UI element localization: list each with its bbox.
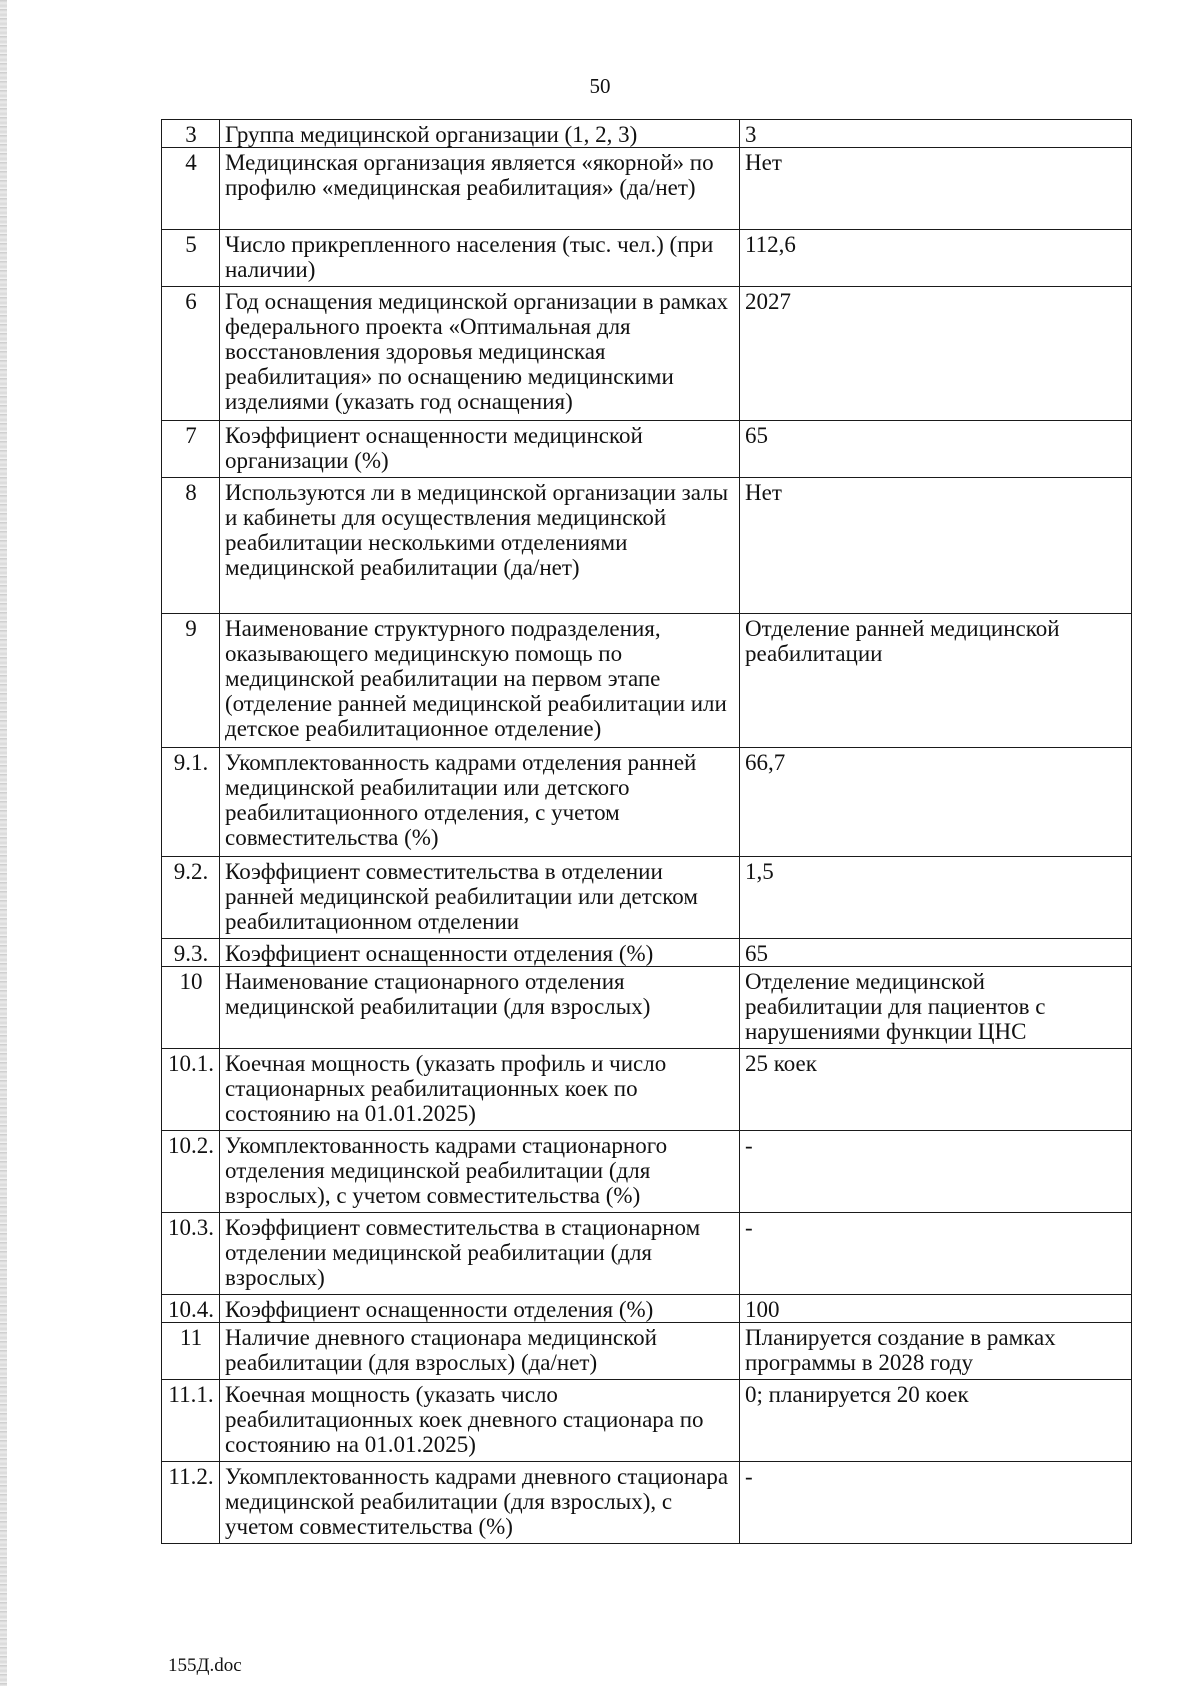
row-number: 9.3. bbox=[162, 939, 220, 967]
row-description: Используются ли в медицинской организации залы и кабинеты для осуществления медицинской реабилитации несколькими отделениями медицинской реабилитации (да/нет) bbox=[220, 478, 740, 614]
row-value: Нет bbox=[740, 478, 1132, 614]
row-number: 10.4. bbox=[162, 1295, 220, 1323]
row-number: 11.1. bbox=[162, 1380, 220, 1462]
row-description: Коэффициент оснащенности отделения (%) bbox=[220, 1295, 740, 1323]
row-number: 3 bbox=[162, 120, 220, 148]
row-value: Отделение ранней медицинской реабилитации bbox=[740, 614, 1132, 748]
row-value: 2027 bbox=[740, 287, 1132, 421]
row-value: 65 bbox=[740, 939, 1132, 967]
row-value: - bbox=[740, 1462, 1132, 1544]
row-description: Число прикрепленного населения (тыс. чел.) (при наличии) bbox=[220, 230, 740, 287]
table-row bbox=[162, 939, 1132, 967]
row-description: Наименование стационарного отделения медицинской реабилитации (для взрослых) bbox=[220, 967, 740, 1049]
table-row bbox=[162, 230, 1132, 287]
row-number: 8 bbox=[162, 478, 220, 614]
footer-filename: 155Д.doc bbox=[168, 1655, 242, 1676]
row-number: 10 bbox=[162, 967, 220, 1049]
row-description: Наименование структурного подразделения, оказывающего медицинскую помощь по медицинской реабилитации на первом этапе (отделение ранней медицинской реабилитации или детское реабилитационное отделение) bbox=[220, 614, 740, 748]
row-value: 0; планируется 20 коек bbox=[740, 1380, 1132, 1462]
row-value: 112,6 bbox=[740, 230, 1132, 287]
row-description: Коэффициент оснащенности медицинской организации (%) bbox=[220, 421, 740, 478]
row-description: Укомплектованность кадрами стационарного отделения медицинской реабилитации (для взрослых), с учетом совместительства (%) bbox=[220, 1131, 740, 1213]
row-description: Коечная мощность (указать профиль и число стационарных реабилитационных коек по состоянию на 01.01.2025) bbox=[220, 1049, 740, 1131]
row-value: Нет bbox=[740, 148, 1132, 230]
row-number: 4 bbox=[162, 148, 220, 230]
table-row bbox=[162, 287, 1132, 421]
row-number: 10.1. bbox=[162, 1049, 220, 1131]
table-row bbox=[162, 148, 1132, 230]
table-row bbox=[162, 1213, 1132, 1295]
table-row bbox=[162, 421, 1132, 478]
row-value: 25 коек bbox=[740, 1049, 1132, 1131]
table-row bbox=[162, 967, 1132, 1049]
scan-edge bbox=[0, 0, 7, 1686]
row-value: 65 bbox=[740, 421, 1132, 478]
row-number: 11 bbox=[162, 1323, 220, 1380]
row-value: Отделение медицинской реабилитации для пациентов с нарушениями функции ЦНС bbox=[740, 967, 1132, 1049]
row-number: 9 bbox=[162, 614, 220, 748]
row-number: 6 bbox=[162, 287, 220, 421]
table-row bbox=[162, 1131, 1132, 1213]
rehab-table bbox=[161, 119, 1132, 1544]
row-number: 9.1. bbox=[162, 748, 220, 857]
table-row bbox=[162, 614, 1132, 748]
table-row bbox=[162, 1323, 1132, 1380]
row-number: 11.2. bbox=[162, 1462, 220, 1544]
row-number: 9.2. bbox=[162, 857, 220, 939]
row-number: 7 bbox=[162, 421, 220, 478]
row-description: Группа медицинской организации (1, 2, 3) bbox=[220, 120, 740, 148]
row-value: Планируется создание в рамках программы в 2028 году bbox=[740, 1323, 1132, 1380]
row-number: 10.2. bbox=[162, 1131, 220, 1213]
table-row bbox=[162, 478, 1132, 614]
table-row bbox=[162, 748, 1132, 857]
row-number: 5 bbox=[162, 230, 220, 287]
table-row bbox=[162, 1295, 1132, 1323]
table-row bbox=[162, 1049, 1132, 1131]
row-description: Медицинская организация является «якорной» по профилю «медицинская реабилитация» (да/нет) bbox=[220, 148, 740, 230]
table-row bbox=[162, 1462, 1132, 1544]
table-row bbox=[162, 857, 1132, 939]
row-value: 100 bbox=[740, 1295, 1132, 1323]
row-value: 1,5 bbox=[740, 857, 1132, 939]
row-description: Наличие дневного стационара медицинской реабилитации (для взрослых) (да/нет) bbox=[220, 1323, 740, 1380]
table-row bbox=[162, 1380, 1132, 1462]
row-description: Коэффициент оснащенности отделения (%) bbox=[220, 939, 740, 967]
row-description: Укомплектованность кадрами дневного стационара медицинской реабилитации (для взрослых), с учетом совместительства (%) bbox=[220, 1462, 740, 1544]
row-description: Коэффициент совместительства в стационарном отделении медицинской реабилитации (для взрослых) bbox=[220, 1213, 740, 1295]
row-value: 3 bbox=[740, 120, 1132, 148]
row-value: - bbox=[740, 1213, 1132, 1295]
row-description: Коэффициент совместительства в отделении ранней медицинской реабилитации или детском реабилитационном отделении bbox=[220, 857, 740, 939]
row-number: 10.3. bbox=[162, 1213, 220, 1295]
row-value: 66,7 bbox=[740, 748, 1132, 857]
page-number: 50 bbox=[589, 74, 611, 98]
table-row bbox=[162, 120, 1132, 148]
row-description: Год оснащения медицинской организации в рамках федерального проекта «Оптимальная для восстановления здоровья медицинская реабилитация» по оснащению медицинскими изделиями (указать год оснащения) bbox=[220, 287, 740, 421]
row-description: Коечная мощность (указать число реабилитационных коек дневного стационара по состоянию на 01.01.2025) bbox=[220, 1380, 740, 1462]
row-value: - bbox=[740, 1131, 1132, 1213]
row-description: Укомплектованность кадрами отделения ранней медицинской реабилитации или детского реабилитационного отделения, с учетом совместительства (%) bbox=[220, 748, 740, 857]
